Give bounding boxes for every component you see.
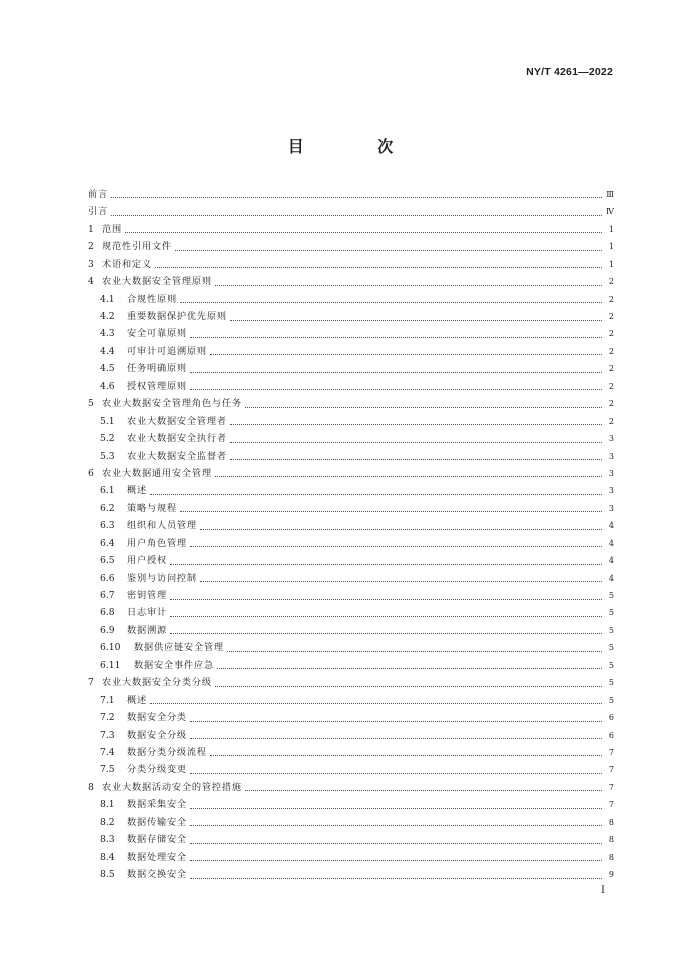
toc-entry-number: 4.1: [100, 293, 115, 305]
toc-entry-label: 组织和人员管理: [127, 520, 197, 532]
toc-entry-page: 4: [608, 573, 614, 583]
toc-entry-label: 数据安全事件应急: [134, 659, 214, 671]
toc-entry-number: 6.10: [100, 642, 121, 654]
dot-leader: [180, 511, 602, 512]
toc-entry[interactable]: [88, 849, 614, 866]
toc-entry-page: 4: [608, 521, 614, 531]
dot-leader: [200, 529, 602, 530]
toc-entry-label: 任务明确原则: [127, 363, 187, 375]
dot-leader: [190, 825, 602, 826]
toc-entry-label: 密钥管理: [127, 590, 167, 602]
toc-entry-page: 6: [608, 730, 614, 740]
toc-entry[interactable]: [88, 291, 614, 308]
dot-leader: [180, 302, 602, 303]
standard-code: NY/T 4261—2022: [526, 66, 613, 78]
toc-entry-page: 3: [608, 468, 614, 478]
toc-entry[interactable]: [88, 535, 614, 552]
toc-entry-page: 5: [608, 591, 614, 601]
toc-entry[interactable]: [88, 605, 614, 622]
dot-leader: [230, 442, 602, 443]
toc-entry-number: 7.3: [100, 729, 115, 741]
toc-entry-page: 2: [608, 329, 614, 339]
toc-entry-number: 4.5: [100, 363, 115, 375]
toc-entry[interactable]: [88, 308, 614, 325]
toc-entry-label: 前言: [88, 188, 108, 200]
toc-entry-label: 重要数据保护优先原则: [127, 311, 227, 323]
toc-entry-label: 范围: [102, 223, 122, 235]
toc-entry-number: 6.11: [100, 659, 121, 671]
toc-entry-page: 8: [608, 817, 614, 827]
toc-entry[interactable]: [88, 238, 614, 255]
toc-entry-page: 2: [608, 399, 614, 409]
toc-entry-label: 鉴别与访问控制: [127, 572, 197, 584]
toc-entry-number: 5.1: [100, 415, 115, 427]
toc-entry-page: 4: [608, 538, 614, 548]
dot-leader: [227, 651, 602, 652]
dot-leader: [170, 599, 602, 600]
toc-entry-number: 6.7: [100, 590, 115, 602]
toc-entry-label: 用户角色管理: [127, 537, 187, 549]
toc-entry[interactable]: [88, 657, 614, 674]
toc-entry-label: 数据供应链安全管理: [134, 642, 224, 654]
toc-entry-number: 6.3: [100, 520, 115, 532]
toc-entry-label: 概述: [127, 485, 147, 497]
toc-entry-number: 6.1: [100, 485, 115, 497]
toc-entry[interactable]: [88, 674, 614, 691]
toc-entry-page: 2: [608, 364, 614, 374]
toc-entry-number: 7.2: [100, 712, 115, 724]
toc-entry-number: 8: [88, 781, 94, 793]
toc-entry-page: 1: [608, 224, 614, 234]
toc-entry-page: 1: [608, 242, 614, 252]
toc-entry[interactable]: [88, 326, 614, 343]
dot-leader: [210, 755, 602, 756]
toc-entry[interactable]: [88, 256, 614, 273]
toc-entry[interactable]: [88, 221, 614, 238]
toc-entry-page: Ⅲ: [606, 189, 614, 199]
toc-entry[interactable]: [88, 448, 614, 465]
toc-entry-label: 分类分级变更: [127, 764, 187, 776]
dot-leader: [230, 424, 602, 425]
toc-entry[interactable]: [88, 744, 614, 761]
toc-entry-number: 8.5: [100, 869, 115, 881]
toc-entry-label: 农业大数据通用安全管理: [102, 467, 212, 479]
dot-leader: [215, 285, 602, 286]
toc-entry-label: 数据安全分级: [127, 729, 187, 741]
dot-leader: [190, 337, 602, 338]
toc-entry-label: 数据溯源: [127, 624, 167, 636]
toc-entry-number: 8.4: [100, 851, 115, 863]
toc-entry-page: 1: [608, 259, 614, 269]
toc-entry-page: 4: [608, 556, 614, 566]
dot-leader: [150, 494, 602, 495]
toc-entry[interactable]: [88, 639, 614, 656]
toc-entry-number: 8.2: [100, 816, 115, 828]
toc-entry-number: 6.6: [100, 572, 115, 584]
toc-entry[interactable]: [88, 761, 614, 778]
toc-entry[interactable]: [88, 709, 614, 726]
dot-leader: [190, 843, 602, 844]
toc-entry-page: 7: [608, 782, 614, 792]
toc-entry[interactable]: [88, 814, 614, 831]
toc-entry-page: 2: [608, 312, 614, 322]
toc-entry-label: 农业大数据活动安全的管控措施: [102, 781, 242, 793]
toc-entry-label: 农业大数据安全管理原则: [102, 276, 212, 288]
toc-entry-page: 8: [608, 852, 614, 862]
toc-entry-page: 8: [608, 835, 614, 845]
toc-entry-number: 6.8: [100, 607, 115, 619]
toc-entry-label: 引言: [88, 206, 108, 218]
toc-entry-label: 农业大数据安全管理者: [127, 415, 227, 427]
toc-entry[interactable]: [88, 727, 614, 744]
toc-entry[interactable]: [88, 552, 614, 569]
toc-entry-page: 5: [608, 625, 614, 635]
toc-entry[interactable]: [88, 343, 614, 360]
toc-entry[interactable]: [88, 378, 614, 395]
toc-entry-label: 数据交换安全: [127, 869, 187, 881]
toc-entry-page: 2: [608, 277, 614, 287]
dot-leader: [190, 860, 602, 861]
toc-entry-number: 5.2: [100, 433, 115, 445]
toc-entry[interactable]: [88, 622, 614, 639]
toc-entry[interactable]: [88, 796, 614, 813]
dot-leader: [230, 459, 602, 460]
dot-leader: [175, 250, 602, 251]
toc-entry-page: 3: [608, 434, 614, 444]
toc-title: 目 次: [287, 137, 428, 156]
toc-entry-page: 6: [608, 713, 614, 723]
toc-entry[interactable]: [88, 517, 614, 534]
toc-entry[interactable]: [88, 831, 614, 848]
toc-entry-page: 5: [608, 678, 614, 688]
toc-entry-label: 数据采集安全: [127, 799, 187, 811]
dot-leader: [200, 581, 602, 582]
toc-entry-number: 4.2: [100, 311, 115, 323]
dot-leader: [210, 354, 602, 355]
toc-entry[interactable]: [88, 500, 614, 517]
dot-leader: [150, 703, 602, 704]
dot-leader: [230, 320, 602, 321]
dot-leader: [190, 372, 602, 373]
toc-entry-number: 4.4: [100, 345, 115, 357]
page-number: Ⅰ: [601, 885, 605, 896]
toc-entry-label: 农业大数据安全监督者: [127, 450, 227, 462]
toc-entry-label: 农业大数据安全分类分级: [102, 677, 212, 689]
toc-entry-page: 5: [608, 695, 614, 705]
toc-entry[interactable]: [88, 692, 614, 709]
dot-leader: [217, 668, 602, 669]
dot-leader: [155, 267, 602, 268]
toc-entry-label: 概述: [127, 694, 147, 706]
dot-leader: [170, 564, 602, 565]
toc-entry-label: 安全可靠原则: [127, 328, 187, 340]
toc-entry[interactable]: [88, 482, 614, 499]
toc-entry-number: 6.2: [100, 502, 115, 514]
toc-entry-number: 6.4: [100, 537, 115, 549]
toc-entry[interactable]: [88, 430, 614, 447]
toc-entry-page: 5: [608, 608, 614, 618]
dot-leader: [170, 616, 602, 617]
toc-entry-number: 3: [88, 258, 94, 270]
toc-entry-label: 数据处理安全: [127, 851, 187, 863]
toc-entry-label: 数据安全分类: [127, 712, 187, 724]
toc-entry[interactable]: [88, 570, 614, 587]
dot-leader: [111, 197, 602, 198]
toc-entry-page: 5: [608, 643, 614, 653]
dot-leader: [245, 790, 602, 791]
toc-entry-label: 用户授权: [127, 555, 167, 567]
dot-leader: [190, 878, 602, 879]
toc-entry[interactable]: [88, 866, 614, 883]
toc-entry-label: 合规性原则: [127, 293, 177, 305]
toc-entry-page: Ⅳ: [606, 207, 614, 217]
toc-entry-number: 6.5: [100, 555, 115, 567]
toc-entry[interactable]: [88, 413, 614, 430]
toc-entry-label: 策略与规程: [127, 502, 177, 514]
toc-entry-page: 5: [608, 660, 614, 670]
dot-leader: [245, 407, 602, 408]
toc-entry-page: 2: [608, 346, 614, 356]
toc-entry-label: 数据存储安全: [127, 834, 187, 846]
dot-leader: [190, 738, 602, 739]
table-of-contents: [88, 186, 614, 884]
toc-entry-number: 6: [88, 467, 94, 479]
dot-leader: [125, 232, 602, 233]
toc-entry-page: 2: [608, 381, 614, 391]
toc-entry-page: 3: [608, 451, 614, 461]
toc-entry-number: 6.9: [100, 624, 115, 636]
toc-entry-number: 4.6: [100, 380, 115, 392]
toc-entry-number: 7.5: [100, 764, 115, 776]
toc-entry[interactable]: [88, 779, 614, 796]
toc-entry-number: 4: [88, 276, 94, 288]
toc-entry-number: 5: [88, 398, 94, 410]
toc-entry[interactable]: [88, 203, 614, 220]
toc-entry[interactable]: [88, 465, 614, 482]
toc-entry-page: 7: [608, 765, 614, 775]
toc-entry-label: 规范性引用文件: [102, 241, 172, 253]
toc-entry-label: 数据分类分级流程: [127, 746, 207, 758]
toc-entry-label: 农业大数据安全管理角色与任务: [102, 398, 242, 410]
toc-entry-number: 5.3: [100, 450, 115, 462]
toc-entry-label: 农业大数据安全执行者: [127, 433, 227, 445]
toc-entry[interactable]: [88, 186, 614, 203]
toc-entry-page: 3: [608, 503, 614, 513]
toc-entry-number: 1: [88, 223, 94, 235]
dot-leader: [190, 808, 602, 809]
toc-entry[interactable]: [88, 587, 614, 604]
toc-entry-label: 数据传输安全: [127, 816, 187, 828]
toc-entry-page: 2: [608, 294, 614, 304]
dot-leader: [215, 476, 602, 477]
dot-leader: [170, 633, 602, 634]
dot-leader: [111, 215, 602, 216]
toc-entry[interactable]: [88, 273, 614, 290]
toc-entry-label: 术语和定义: [102, 258, 152, 270]
toc-entry-page: 2: [608, 416, 614, 426]
toc-entry-page: 7: [608, 747, 614, 757]
dot-leader: [215, 686, 602, 687]
dot-leader: [190, 773, 602, 774]
toc-entry-number: 4.3: [100, 328, 115, 340]
toc-entry-number: 8.3: [100, 834, 115, 846]
dot-leader: [190, 721, 602, 722]
toc-entry[interactable]: [88, 395, 614, 412]
toc-entry[interactable]: [88, 360, 614, 377]
toc-entry-page: 7: [608, 800, 614, 810]
toc-entry-page: 3: [608, 486, 614, 496]
dot-leader: [190, 389, 602, 390]
toc-entry-label: 可审计可追溯原则: [127, 345, 207, 357]
toc-entry-number: 8.1: [100, 799, 115, 811]
toc-entry-number: 7.4: [100, 746, 115, 758]
toc-entry-label: 日志审计: [127, 607, 167, 619]
toc-entry-number: 7: [88, 677, 94, 689]
toc-entry-label: 授权管理原则: [127, 380, 187, 392]
toc-entry-number: 2: [88, 241, 94, 253]
dot-leader: [190, 546, 602, 547]
toc-entry-number: 7.1: [100, 694, 115, 706]
toc-entry-page: 9: [608, 870, 614, 880]
